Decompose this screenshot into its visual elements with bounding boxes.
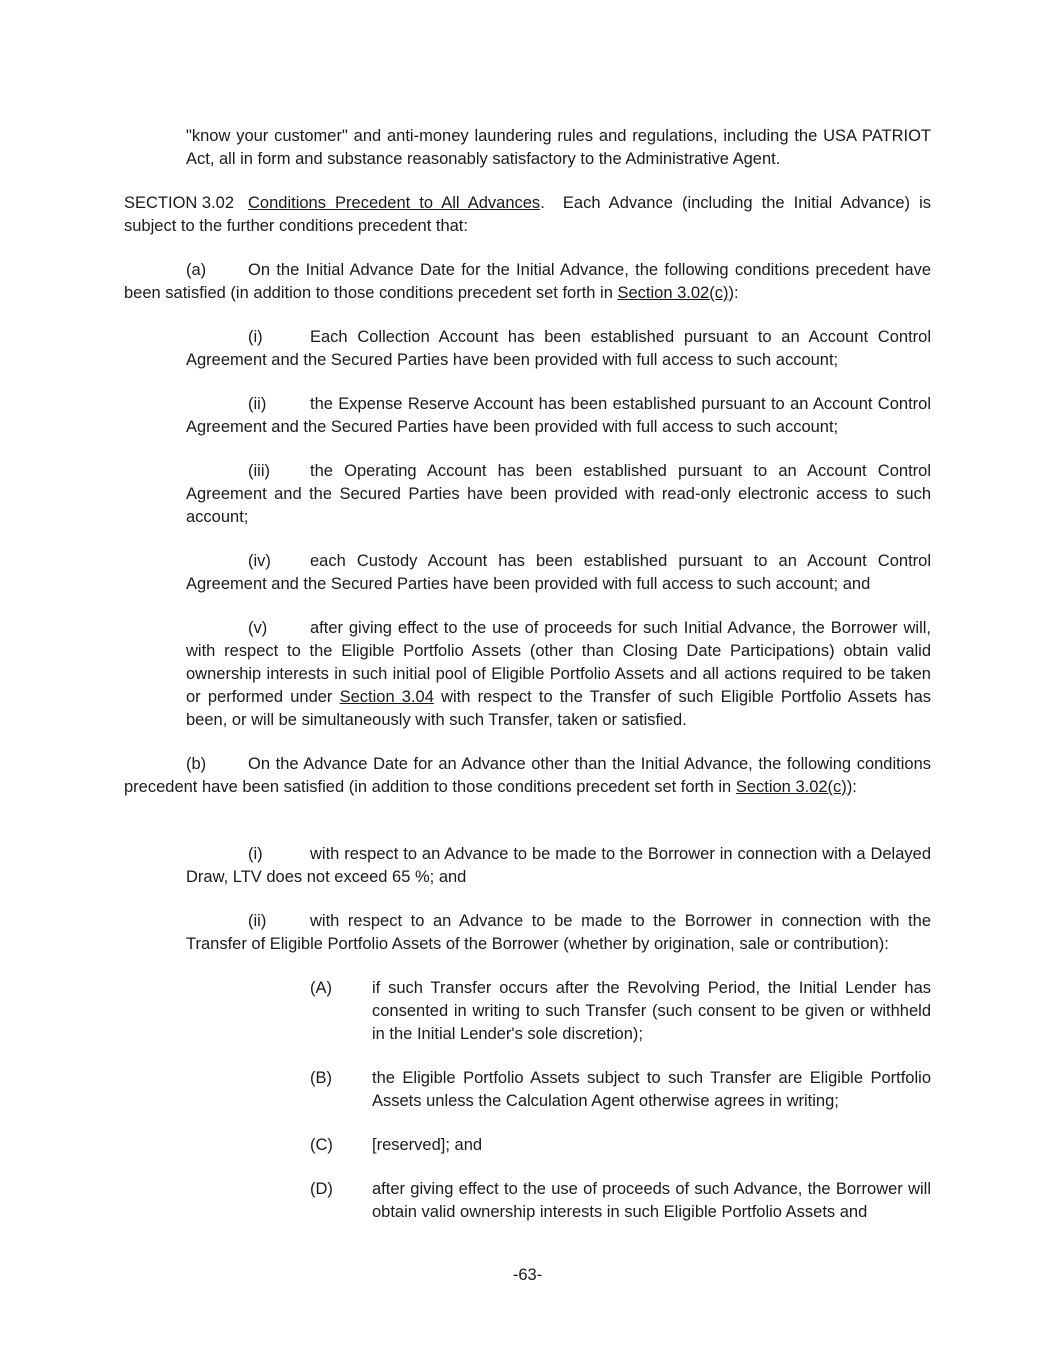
clause-b-ii-label: (ii)	[248, 912, 267, 930]
clause-b-ii-D	[310, 1178, 931, 1224]
section-number: SECTION 3.02	[124, 194, 235, 212]
clause-b-ii-text: with respect to an Advance to be made to the Borrower in connection with the Transfer of Eligible Portfolio Assets of the Borrower (whether by origination, sale or contribution):	[186, 912, 931, 953]
clause-a-iii-text: the Operating Account has been established pursuant to an Account Control Agreement and the Secured Parties have been provided with read-only electronic access to such account;	[186, 462, 931, 526]
section-text: Each Advance (including the Initial Advance) is subject to the further conditions precedent that:	[124, 194, 932, 235]
clause-a-i-text: Each Collection Account has been established pursuant to an Account Control Agreement and the Secured Parties have been provided with full access to such account;	[186, 328, 931, 369]
clause-b-label: (b)	[186, 755, 207, 773]
clause-a-i	[186, 326, 931, 372]
clause-b-text-end: ):	[846, 778, 857, 796]
intro-text: "know your customer" and anti-money laundering rules and regulations, including the USA PATRIOT Act, all in form and substance reasonably satisfactory to the Administrative Agent.	[186, 127, 931, 168]
clause-b-i	[186, 843, 931, 889]
clause-b-i-text: with respect to an Advance to be made to the Borrower in connection with a Delayed Draw, LTV does not exceed 65 %; and	[186, 845, 931, 886]
section-title-end: .	[540, 194, 545, 212]
clause-b-ii	[186, 910, 931, 956]
clause-b-ii-B-label: (B)	[310, 1069, 332, 1087]
clause-b-ii-B-text: the Eligible Portfolio Assets subject to such Transfer are Eligible Portfolio Assets unless the Calculation Agent otherwise agrees in writing;	[372, 1069, 931, 1110]
clause-b-ii-A-text: if such Transfer occurs after the Revolving Period, the Initial Lender has consented in writing to such Transfer (such consent to be given or withheld in the Initial Lender's sole discretion);	[372, 979, 931, 1043]
clause-a-ii-text: the Expense Reserve Account has been established pursuant to an Account Control Agreement and the Secured Parties have been provided with full access to such account;	[186, 395, 931, 436]
clause-a-i-label: (i)	[248, 328, 263, 346]
clause-a-text-end: ):	[728, 284, 739, 302]
clause-b-ii-C-text: [reserved]; and	[372, 1136, 483, 1154]
clause-a-ii	[186, 393, 931, 439]
clause-b-ii-B	[310, 1067, 931, 1113]
intro-paragraph	[186, 125, 931, 171]
clause-b-ii-A	[310, 977, 931, 1046]
clause-b-ii-D-text: after giving effect to the use of proceeds of such Advance, the Borrower will obtain valid ownership interests in such Eligible Portfolio Assets and	[372, 1180, 931, 1221]
clause-a-text: On the Initial Advance Date for the Initial Advance, the following conditions precedent have been satisfied (in addition to those conditions precedent set forth in	[124, 261, 931, 302]
clause-a-iii	[186, 460, 931, 529]
clause-a-v-text-end: with respect to the Transfer of such Eligible Portfolio Assets has been, or will be simultaneously with such Transfer, taken or satisfied.	[186, 688, 932, 729]
clause-b-ref: Section 3.02(c)	[735, 778, 847, 796]
clause-a-v-text: after giving effect to the use of proceeds for such Initial Advance, the Borrower will, with respect to the Eligible Portfolio Assets (other than Closing Date Participations) obtain valid ownership interests in such initial pool of Eligible Portfolio Assets and all actions required to be taken or performed under	[186, 619, 931, 706]
section-paragraph	[124, 192, 931, 238]
clause-b-ii-D-label: (D)	[310, 1180, 333, 1198]
clause-a-v-ref: Section 3.04	[339, 688, 434, 706]
clause-a-iv	[186, 550, 931, 596]
page-number: -63-	[512, 1266, 543, 1284]
clause-a-label: (a)	[186, 261, 207, 279]
clause-a-iv-text: each Custody Account has been established pursuant to an Account Control Agreement and the Secured Parties have been provided with full access to such account; and	[186, 552, 931, 593]
clause-b-text: On the Advance Date for an Advance other than the Initial Advance, the following conditions precedent have been satisfied (in addition to those conditions precedent set forth in	[124, 755, 931, 796]
clause-a-v-label: (v)	[248, 619, 268, 637]
clause-a-iv-label: (iv)	[248, 552, 271, 570]
clause-a-ii-label: (ii)	[248, 395, 267, 413]
clause-b-ii-C	[310, 1134, 931, 1157]
clause-b-ii-A-label: (A)	[310, 979, 332, 997]
section-title: Conditions Precedent to All Advances	[248, 194, 541, 212]
clause-a	[124, 259, 931, 305]
clause-a-v	[186, 617, 931, 732]
clause-b	[124, 753, 931, 799]
clause-a-iii-label: (iii)	[248, 462, 270, 480]
clause-b-ii-C-label: (C)	[310, 1136, 333, 1154]
clause-a-ref: Section 3.02(c)	[617, 284, 729, 302]
clause-b-i-label: (i)	[248, 845, 263, 863]
